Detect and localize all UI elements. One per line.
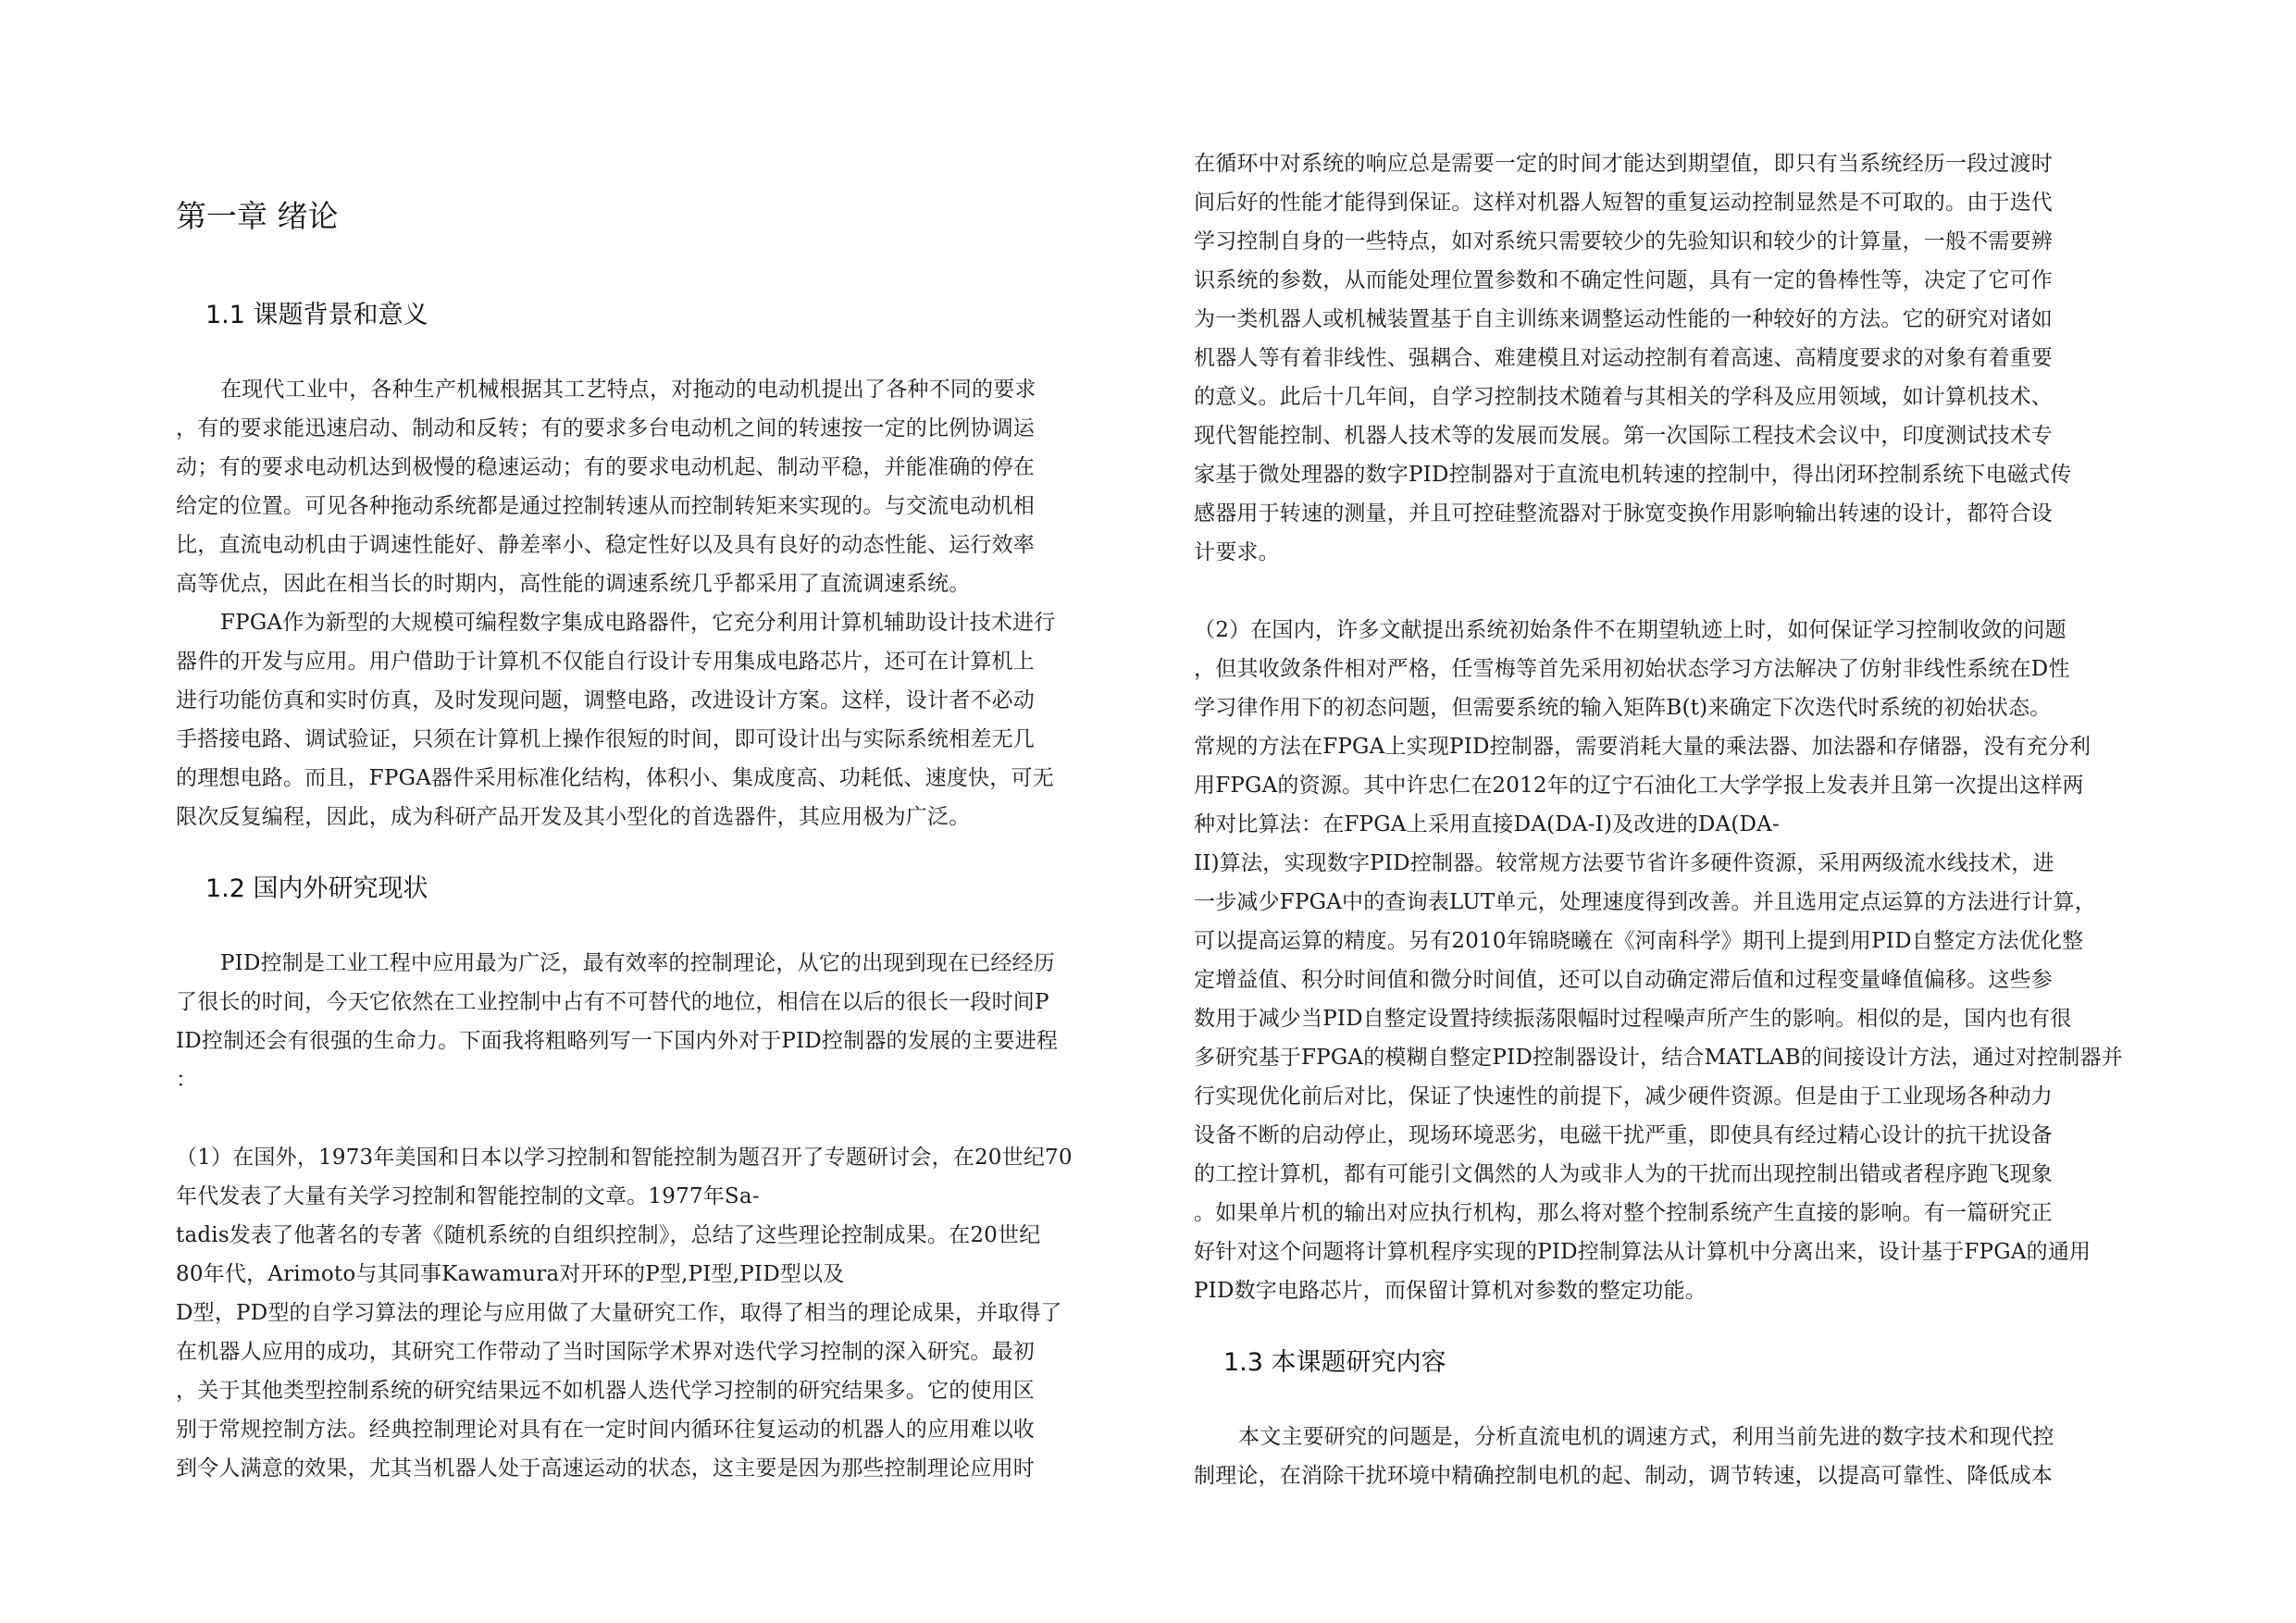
paragraph-line: 制理论，在消除干扰环境中精确控制电机的起、制动，调节转速，以提高可靠性、降低成本 [1194,1464,2053,1488]
paragraph-line: 现代智能控制、机器人技术等的发展而发展。第一次国际工程技术会议中，印度测试技术专 [1194,424,2053,448]
paragraph-line: 本文主要研究的问题是，分析直流电机的调速方式，利用当前先进的数字技术和现代控 [1238,1425,2054,1449]
paragraph-line: ID控制还会有很强的生命力。下面我将粗略列写一下国内外对于PID控制器的发展的主要进程 [176,1029,1059,1053]
paragraph-line: 识系统的参数，从而能处理位置参数和不确定性问题，具有一定的鲁棒性等，决定了它可作 [1194,268,2053,292]
paragraph-line: FPGA作为新型的大规模可编程数字集成电路器件，它充分利用计算机辅助设计技术进行 [220,611,1056,635]
paragraph-line: 手搭接电路、调试验证，只须在计算机上操作很短的时间，即可设计出与实际系统相差无几 [176,727,1035,751]
paragraph-line: ，但其收敛条件相对严格，任雪梅等首先采用初始状态学习方法解决了仿射非线性系统在D性 [1194,657,2070,681]
paragraph-line: 为一类机器人或机械装置基于自主训练来调整运动性能的一种较好的方法。它的研究对诸如 [1194,307,2053,331]
paragraph-line: ，关于其他类型控制系统的研究结果远不如机器人迭代学习控制的研究结果多。它的使用区 [176,1379,1035,1403]
paragraph-line: 机器人等有着非线性、强耦合、难建模且对运动控制有着高速、高精度要求的对象有着重要 [1194,346,2053,370]
paragraph-line: 学习律作用下的初态问题，但需要系统的输入矩阵B(t)来确定下次迭代时系统的初始状态。 [1194,696,2052,720]
paragraph-line: ，有的要求能迅速启动、制动和反转；有的要求多台电动机之间的转速按一定的比例协调运 [176,416,1035,440]
paragraph-line: PID数字电路芯片，而保留计算机对参数的整定功能。 [1194,1279,1707,1303]
paragraph-line: 在机器人应用的成功，其研究工作带动了当时国际学术界对迭代学习控制的深入研究。最初 [176,1340,1035,1364]
paragraph-line: tadis发表了他著名的专著《随机系统的自组织控制》，总结了这些理论控制成果。在20世纪 [176,1223,1041,1247]
paragraph-line: 到令人满意的效果，尤其当机器人处于高速运动的状态，这主要是因为那些控制理论应用时 [176,1456,1035,1481]
paragraph-line: 一步减少FPGA中的查询表LUT单元，处理速度得到改善。并且选用定点运算的方法进行计算， [1194,890,2096,914]
paragraph-line: 学习控制自身的一些特点，如对系统只需要较少的先验知识和较少的计算量，一般不需要辨 [1194,229,2053,254]
paragraph-line: 常规的方法在FPGA上实现PID控制器，需要消耗大量的乘法器、加法器和存储器，没有充分利 [1194,735,2091,759]
paragraph-line: （1）在国外，1973年美国和日本以学习控制和智能控制为题召开了专题研讨会，在20世纪70 [176,1146,1073,1170]
paragraph-line: ： [176,1068,198,1092]
paragraph-line: 用FPGA的资源。其中许忠仁在2012年的辽宁石油化工大学学报上发表并且第一次提出这样两 [1194,774,2084,798]
paragraph-line: 器件的开发与应用。用户借助于计算机不仅能自行设计专用集成电路芯片，还可在计算机上 [176,650,1035,674]
paragraph-line: 在循环中对系统的响应总是需要一定的时间才能达到期望值，即只有当系统经历一段过渡时 [1194,152,2053,176]
paragraph-line: 80年代，Arimoto与其同事Kawamura对开环的P型,PI型,PID型以及 [176,1262,845,1286]
paragraph-line: 计要求。 [1194,540,1280,564]
paragraph-line: 种对比算法：在FPGA上采用直接DA(DA-I)及改进的DA(DA- [1194,812,1780,836]
paragraph-line: 给定的位置。可见各种拖动系统都是通过控制转速从而控制转矩来实现的。与交流电动机相 [176,494,1035,518]
paragraph-line: 定增益值、积分时间值和微分时间值，还可以自动确定滞后值和过程变量峰值偏移。这些参 [1194,968,2053,992]
paragraph-line: 好针对这个问题将计算机程序实现的PID控制算法从计算机中分离出来，设计基于FPGA的通用 [1194,1240,2091,1264]
paragraph-line: 动；有的要求电动机达到极慢的稳速运动；有的要求电动机起、制动平稳，并能准确的停在 [176,455,1035,479]
paragraph-line: （2）在国内，许多文献提出系统初始条件不在期望轨迹上时，如何保证学习控制收敛的问题 [1194,618,2066,642]
paragraph-line: 感器用于转速的测量，并且可控硅整流器对于脉宽变换作用影响输出转速的设计，都符合设 [1194,502,2053,526]
paragraph-line: 的工控计算机，都有可能引文偶然的人为或非人为的干扰而出现控制出错或者程序跑飞现象 [1194,1162,2053,1186]
paragraph-line: 可以提高运算的精度。另有2010年锦晓曦在《河南科学》期刊上提到用PID自整定方法优化整 [1194,929,2084,953]
paragraph-line: 多研究基于FPGA的模糊自整定PID控制器设计，结合MATLAB的间接设计方法，通过对控制器并 [1194,1046,2123,1070]
paragraph-line: 家基于微处理器的数字PID控制器对于直流电机转速的控制中，得出闭环控制系统下电磁式传 [1194,463,2072,487]
paragraph-line: 了很长的时间，今天它依然在工业控制中占有不可替代的地位，相信在以后的很长一段时间P [176,990,1049,1014]
section-heading-1-1: 1.1 课题背景和意义 [205,301,428,329]
paragraph-line: 。如果单片机的输出对应执行机构，那么将对整个控制系统产生直接的影响。有一篇研究正 [1194,1201,2053,1225]
paragraph-line: D型，PD型的自学习算法的理论与应用做了大量研究工作，取得了相当的理论成果，并取得了 [176,1301,1062,1325]
paragraph-line: 别于常规控制方法。经典控制理论对具有在一定时间内循环往复运动的机器人的应用难以收 [176,1418,1035,1442]
paragraph-line: 限次反复编程，因此，成为科研产品开发及其小型化的首选器件，其应用极为广泛。 [176,805,971,829]
paragraph-line: 比，直流电动机由于调速性能好、静差率小、稳定性好以及具有良好的动态性能、运行效率 [176,533,1035,557]
chapter-title: 第一章 绪论 [176,198,339,234]
paragraph-line: 行实现优化前后对比，保证了快速性的前提下，减少硬件资源。但是由于工业现场各种动力 [1194,1084,2053,1109]
paragraph-line: 的意义。此后十几年间，自学习控制技术随着与其相关的学科及应用领域，如计算机技术、 [1194,385,2053,409]
paragraph-line: PID控制是工业工程中应用最为广泛，最有效率的控制理论，从它的出现到现在已经经历 [220,951,1056,975]
paragraph-line: 高等优点，因此在相当长的时期内，高性能的调速系统几乎都采用了直流调速系统。 [176,572,971,596]
paragraph-line: 在现代工业中，各种生产机械根据其工艺特点，对拖动的电动机提出了各种不同的要求 [220,378,1036,402]
paragraph-line: 进行功能仿真和实时仿真，及时发现问题，调整电路，改进设计方案。这样，设计者不必动 [176,688,1035,712]
paragraph-line: 设备不断的启动停止，现场环境恶劣，电磁干扰严重，即使具有经过精心设计的抗干扰设备 [1194,1123,2053,1147]
paragraph-line: 的理想电路。而且，FPGA器件采用标准化结构，体积小、集成度高、功耗低、速度快，可无 [176,766,1054,790]
paragraph-line: 间后好的性能才能得到保证。这样对机器人短智的重复运动控制显然是不可取的。由于迭代 [1194,191,2053,215]
paragraph-line: 数用于减少当PID自整定设置持续振荡限幅时过程噪声所产生的影响。相似的是，国内也有很 [1194,1007,2072,1031]
paragraph-line: 年代发表了大量有关学习控制和智能控制的文章。1977年Sa- [176,1184,760,1208]
section-heading-1-2: 1.2 国内外研究现状 [205,874,428,903]
section-heading-1-3: 1.3 本课题研究内容 [1223,1348,1446,1377]
paragraph-line: II)算法，实现数字PID控制器。较常规方法要节省许多硬件资源，采用两级流水线技术，进 [1194,851,2054,875]
